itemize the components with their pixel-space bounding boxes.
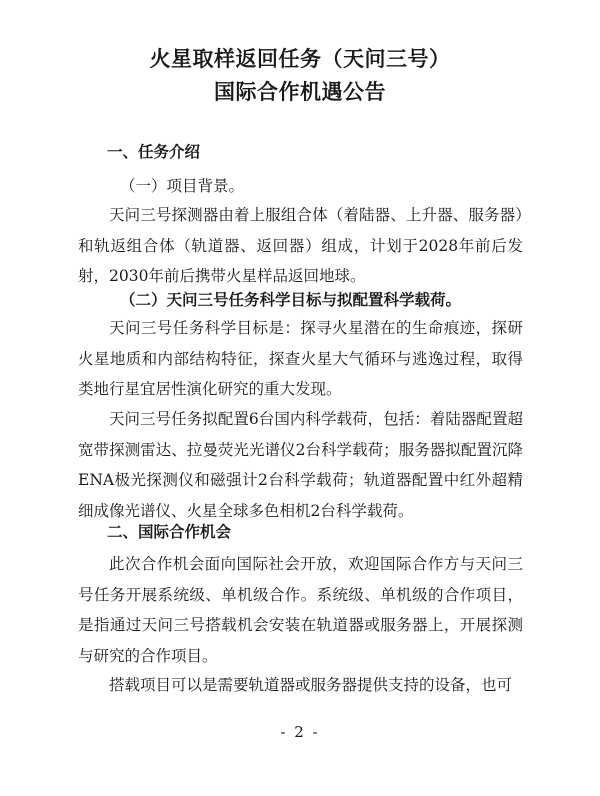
paragraph-science-objectives: 天问三号任务科学目标是：探寻火星潜在的生命痕迹，探研火星地质和内部结构特征，探查火星大气循环与逃逸过程，取得类地行星宜居性演化研究的重大发现。 bbox=[78, 319, 523, 398]
paragraph-science-payloads: 天问三号任务拟配置6台国内科学载荷，包括：着陆器配置超宽带探测雷达、拉曼荧光光谱仪2台科学载荷；服务器拟配置沉降ENA极光探测仪和磁强计2台科学载荷；轨道器配置中红外超精细成像光谱仪、火星全球多色相机2台科学载荷。 bbox=[78, 410, 523, 520]
section-heading-international-cooperation: 二、国际合作机会 bbox=[107, 523, 232, 541]
page-number: - 2 - bbox=[280, 723, 320, 741]
section-heading-mission-intro: 一、任务介绍 bbox=[107, 143, 201, 161]
subheading-project-background: （一）项目背景。 bbox=[120, 177, 245, 195]
paragraph-cooperation-opportunity: 此次合作机会面向国际社会开放，欢迎国际合作方与天问三号任务开展系统级、单机级合作。系统级、单机级的合作项目，是指通过天问三号搭载机会安装在轨道器或服务器上，开展探测与研究的合作项目。 bbox=[78, 555, 523, 665]
paragraph-payload-projects: 搭载项目可以是需要轨道器或服务器提供支持的设备，也可 bbox=[109, 676, 513, 694]
document-title-line-2: 国际合作机遇公告 bbox=[214, 79, 386, 104]
paragraph-project-background: 天问三号探测器由着上服组合体（着陆器、上升器、服务器）和轨返组合体（轨道器、返回器）组成，计划于2028年前后发射，2030年前后携带火星样品返回地球。 bbox=[78, 206, 523, 285]
subheading-science-objectives: （二）天问三号任务科学目标与拟配置科学载荷。 bbox=[120, 290, 462, 309]
document-title-line-1: 火星取样返回任务（天问三号） bbox=[149, 46, 451, 71]
